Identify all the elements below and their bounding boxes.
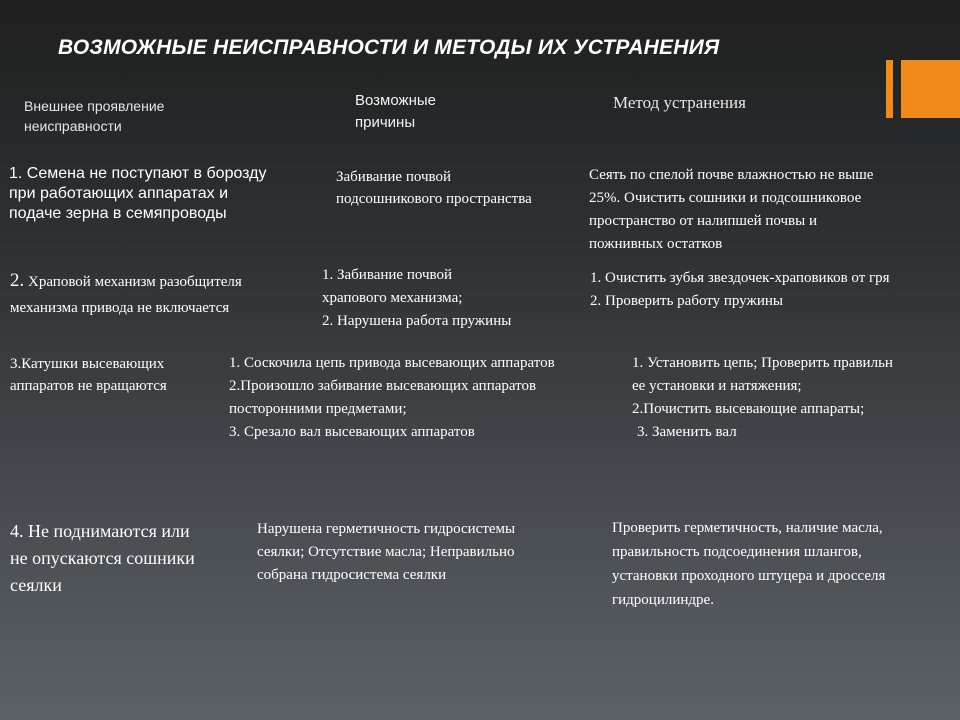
row4-causes: Нарушена герметичность гидросистемы сеялки; Отсутствие масла; Неправильно собрана гидросистема сеялки (257, 521, 516, 583)
header-symptom: Внешнее проявление неисправности (24, 98, 165, 134)
row1-methods: Сеять по спелой почве влажностью не выше 25%. Очистить сошники и подсошниковое пространство от налипшей почвы и пожнивных остатков (589, 167, 874, 252)
row1-causes: Забивание почвой подсошникового пространства (336, 169, 532, 207)
row1-symptom: 1. Семена не поступают в борозду при работающих аппаратах и подаче зерна в семяпроводы (9, 165, 267, 222)
accent-bar (886, 60, 893, 118)
row4-methods: Проверить герметичность, наличие масла, правильность подсоединения шлангов, установки проходного штуцера и дросселя гидроцилиндре. (612, 520, 886, 608)
row4-symptom: 4. Не поднимаются или не опускаются сошники сеялки (10, 521, 195, 595)
row2-methods: 1. Очистить зубья звездочек-храповиков от гря 2. Проверить работу пружины (590, 270, 890, 309)
row2-symptom: 2. Храповой механизм разобщителя механизма привода не включается (10, 270, 242, 316)
row2-causes: 1. Забивание почвой храпового механизма; 2. Нарушена работа пружины (322, 267, 512, 329)
row3-methods: 1. Установить цепь; Проверить правильн ее установки и натяжения; 2.Почистить высевающие аппараты; 3. Заменить вал (632, 355, 893, 440)
header-causes: Возможные причины (355, 92, 436, 131)
page-title: ВОЗМОЖНЫЕ НЕИСПРАВНОСТИ И МЕТОДЫ ИХ УСТРАНЕНИЯ (58, 36, 720, 59)
header-method: Метод устранения (613, 93, 746, 112)
row3-causes: 1. Соскочила цепь привода высевающих аппаратов 2.Произошло забивание высевающих аппаратов посторонними предметами; 3. Срезало вал высевающих аппаратов (229, 355, 555, 440)
row3-symptom: 3.Катушки высевающих аппаратов не вращаются (10, 356, 167, 394)
accent-block (901, 60, 960, 118)
